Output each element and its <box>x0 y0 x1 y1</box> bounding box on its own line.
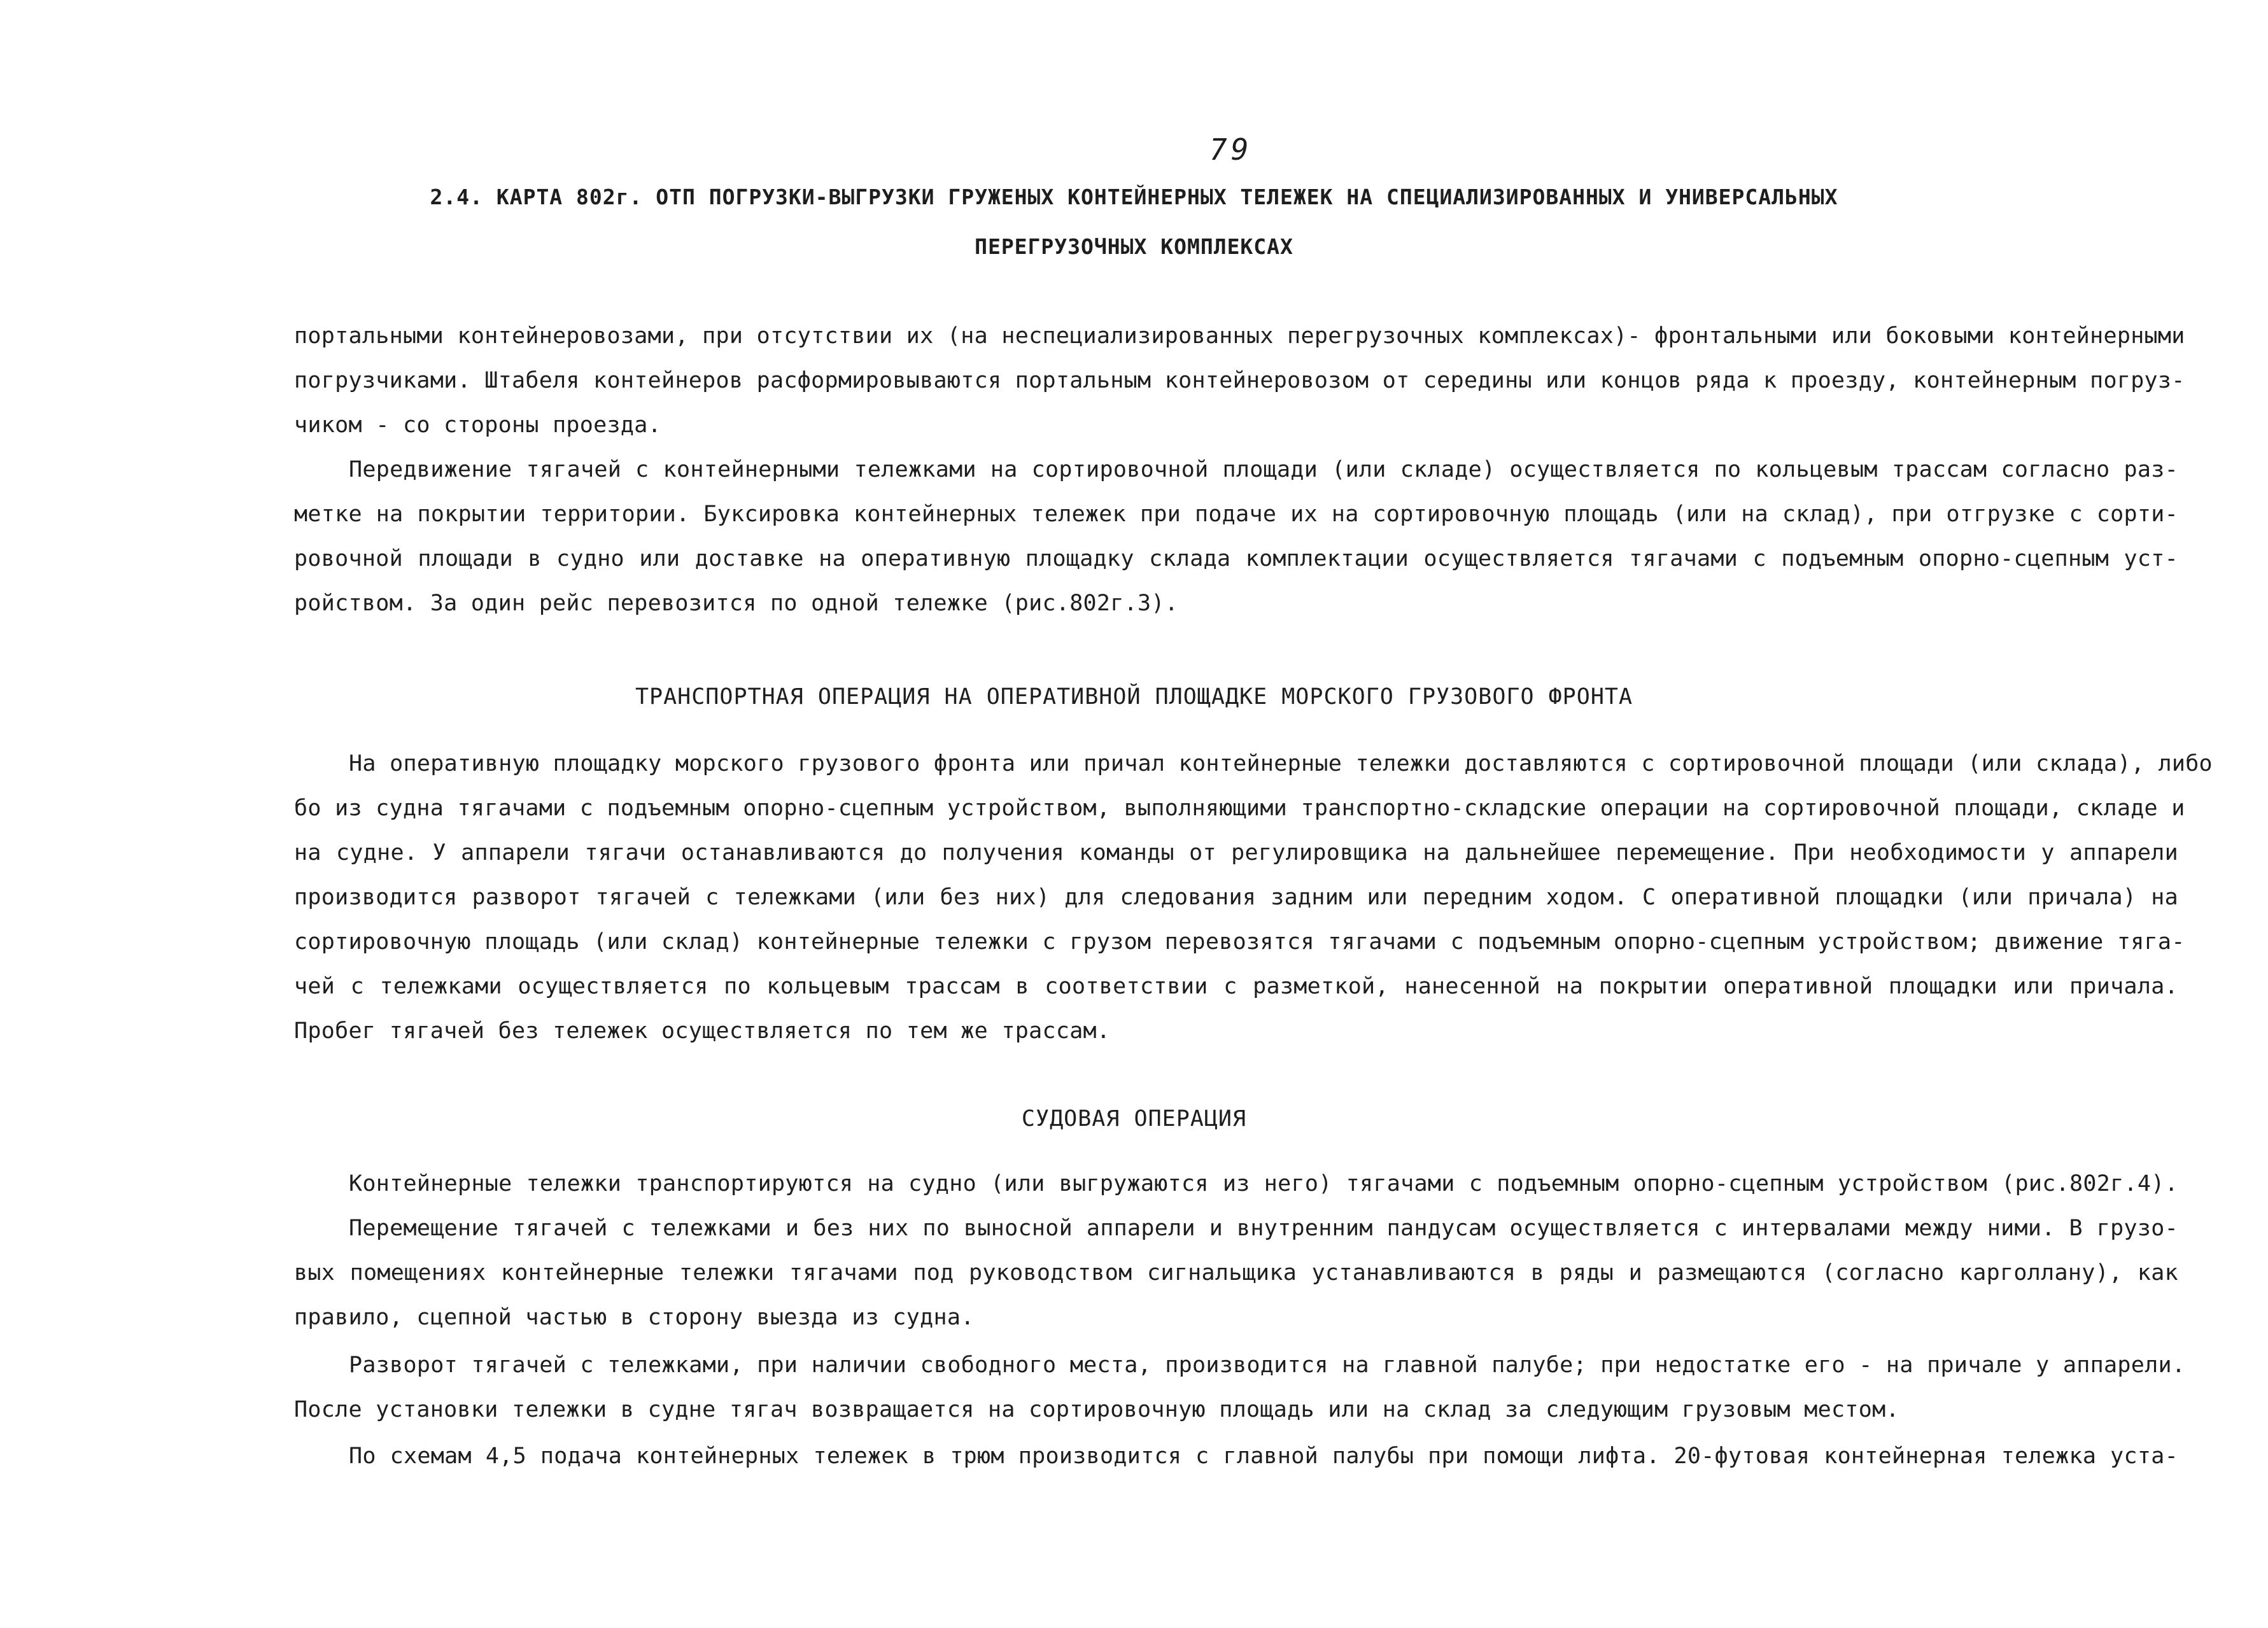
intro-line: погрузчиками. Штабеля контейнеров расформировываются портальным контейнеровозом от середины или концов ряда к проезду, контейнерным погруз- <box>294 368 2185 393</box>
intro-line: ровочной площади в судно или доставке на оперативную площадку склада комплектации осуществляется тягачами с подъемным опорно-сцепным уст- <box>294 546 2178 572</box>
ship-line: правило, сцепной частью в сторону выезда из судна. <box>294 1305 975 1330</box>
section-heading-transport: ТРАНСПОРТНАЯ ОПЕРАЦИЯ НА ОПЕРАТИВНОЙ ПЛОЩАДКЕ МОРСКОГО ГРУЗОВОГО ФРОНТА <box>635 684 1633 710</box>
transport-line: производится разворот тягачей с тележками (или без них) для следования задним или передним ходом. С оперативной площадки (или причала) на <box>294 885 2178 910</box>
ship-line: Контейнерные тележки транспортируются на судно (или выгружаются из него) тягачами с подъемным опорно-сцепным устройством (рис.802г.4). <box>349 1171 2178 1196</box>
document-title-line-2: ПЕРЕГРУЗОЧНЫХ КОМПЛЕКСАХ <box>975 234 1293 259</box>
transport-line: чей с тележками осуществляется по кольцевым трассам в соответствии с разметкой, нанесенной на покрытии оперативной площадки или причала. <box>294 974 2178 999</box>
transport-line: сортировочную площадь (или склад) контейнерные тележки с грузом перевозятся тягачами с подъемным опорно-сцепным устройством; движение тяга- <box>294 929 2185 955</box>
transport-line: на судне. У аппарели тягачи останавливаются до получения команды от регулировщика на дальнейшее перемещение. При необходимости у аппарели <box>294 840 2178 866</box>
ship-line: После установки тележки в судне тягач возвращается на сортировочную площадь или на склад за следующим грузовым местом. <box>294 1397 1899 1422</box>
intro-line: чиком - со стороны проезда. <box>294 412 662 438</box>
transport-line: бо из судна тягачами с подъемным опорно-сцепным устройством, выполняющими транспортно-складские операции на сортировочной площади, складе и <box>294 796 2185 821</box>
ship-line: вых помещениях контейнерные тележки тягачами под руководством сигнальщика устанавливаются в ряды и размещаются (согласно карголлану), как <box>294 1260 2178 1286</box>
section-heading-ship: СУДОВАЯ ОПЕРАЦИЯ <box>1021 1106 1247 1132</box>
intro-line: Передвижение тягачей с контейнерными тележками на сортировочной площади (или складе) осуществляется по кольцевым трассам согласно раз- <box>349 457 2178 482</box>
ship-line: Перемещение тягачей с тележками и без них по выносной аппарели и внутренним пандусам осуществляется с интервалами между ними. В грузо- <box>349 1216 2178 1241</box>
intro-line: ройством. За один рейс перевозится по одной тележке (рис.802г.3). <box>294 591 1179 616</box>
transport-line: Пробег тягачей без тележек осуществляется по тем же трассам. <box>294 1018 1111 1044</box>
transport-line: На оперативную площадку морского грузового фронта или причал контейнерные тележки доставляются с сортировочной площади (или склада), либо <box>349 751 2213 776</box>
intro-line: портальными контейнеровозами, при отсутствии их (на неспециализированных перегрузочных комплексах)- фронтальными или боковыми контейнерными <box>294 323 2185 349</box>
document-title-line-1: 2.4. КАРТА 802г. ОТП ПОГРУЗКИ-ВЫГРУЗКИ ГРУЖЕНЫХ КОНТЕЙНЕРНЫХ ТЕЛЕЖЕК НА СПЕЦИАЛИЗИРОВАННЫХ И УНИВЕРСАЛЬНЫХ <box>430 185 1838 209</box>
intro-line: метке на покрытии территории. Буксировка контейнерных тележек при подаче их на сортировочную площадь (или на склад), при отгрузке с сорти- <box>294 502 2178 527</box>
ship-line: По схемам 4,5 подача контейнерных тележек в трюм производится с главной палубы при помощи лифта. 20-футовая контейнерная тележка уста- <box>349 1443 2178 1469</box>
ship-line: Разворот тягачей с тележками, при наличии свободного места, производится на главной палубе; при недостатке его - на причале у аппарели. <box>349 1352 2186 1378</box>
page-number: 79 <box>1209 132 1253 167</box>
